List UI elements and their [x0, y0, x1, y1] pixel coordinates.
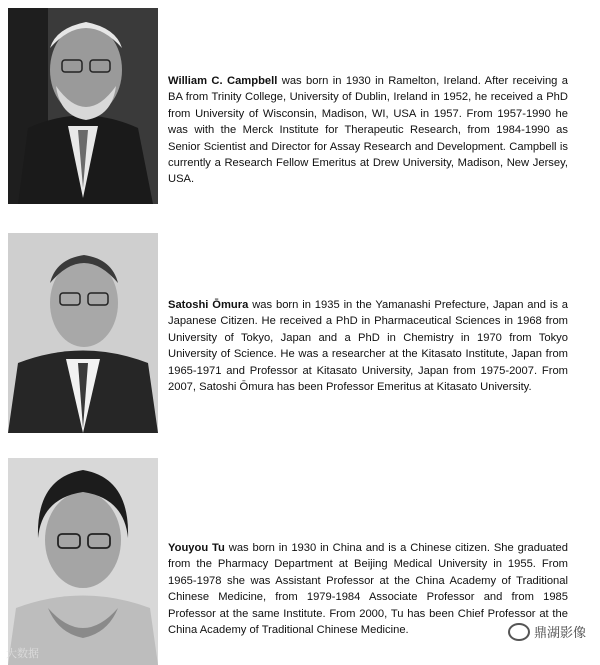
watermark-left-label: 大数据: [6, 648, 39, 660]
portrait-photo-campbell: [8, 8, 158, 204]
bio-entry-omura: [0, 225, 600, 440]
bio-entry-campbell: [0, 0, 600, 220]
bio-body-campbell: was born in 1930 in Ramelton, Ireland. After receiving a BA from Trinity College, University of Dublin, Ireland in 1952, he received a PhD from University of Wisconsin, Madison, WI, USA in 1957. From 1957-1990 he was with the Merck Institute for Therapeutic Research, from 1984-1990 as Senior Scientist and Director for Assay Research and Development. Campbell is currently a Research Fellow Emeritus at Drew University, Madison, New Jersey, USA.: [168, 75, 568, 186]
watermark-left: [6, 645, 39, 661]
portrait-photo-omura: [8, 233, 158, 433]
bio-body-omura: was born in 1935 in the Yamanashi Prefecture, Japan and is a Japanese Citizen. He received a PhD in Pharmaceutical Sciences in 1968 from University of Tokyo, Japan and a PhD in Chemistry in 1970 from Tokyo University of Science. He was a researcher at the Kitasato Institute, Japan from 1965-1971 and Professor at Kitasato University, Japan from 1975-2007. From 2007, Satoshi Ōmura has been Professor Emeritus at Kitasato University.: [168, 299, 569, 394]
watermark-channel-label: 鼎湖影像: [533, 625, 586, 640]
portrait-photo-tu: [8, 458, 158, 665]
bio-name-tu: Youyou Tu: [168, 542, 225, 554]
watermark-channel: [508, 622, 586, 641]
bio-text-omura: [168, 297, 568, 395]
bio-text-campbell: [168, 73, 568, 188]
bio-name-campbell: William C. Campbell: [168, 75, 278, 87]
bio-name-omura: Satoshi Ōmura: [168, 299, 249, 311]
bio-body-tu: was born in 1930 in China and is a Chinese citizen. She graduated from the Pharmacy Department at Beijing Medical University in 1955. From 1965-1978 she was Assistant Professor at the China Academy of Traditional Chinese Medicine, from 1979-1984 Associate Professor and from 1985 Professor at the same Institute. From 2000, Tu has been Chief Professor at the China Academy of Traditional Chinese Medicine.: [168, 542, 568, 637]
chat-bubble-icon: [508, 623, 530, 641]
